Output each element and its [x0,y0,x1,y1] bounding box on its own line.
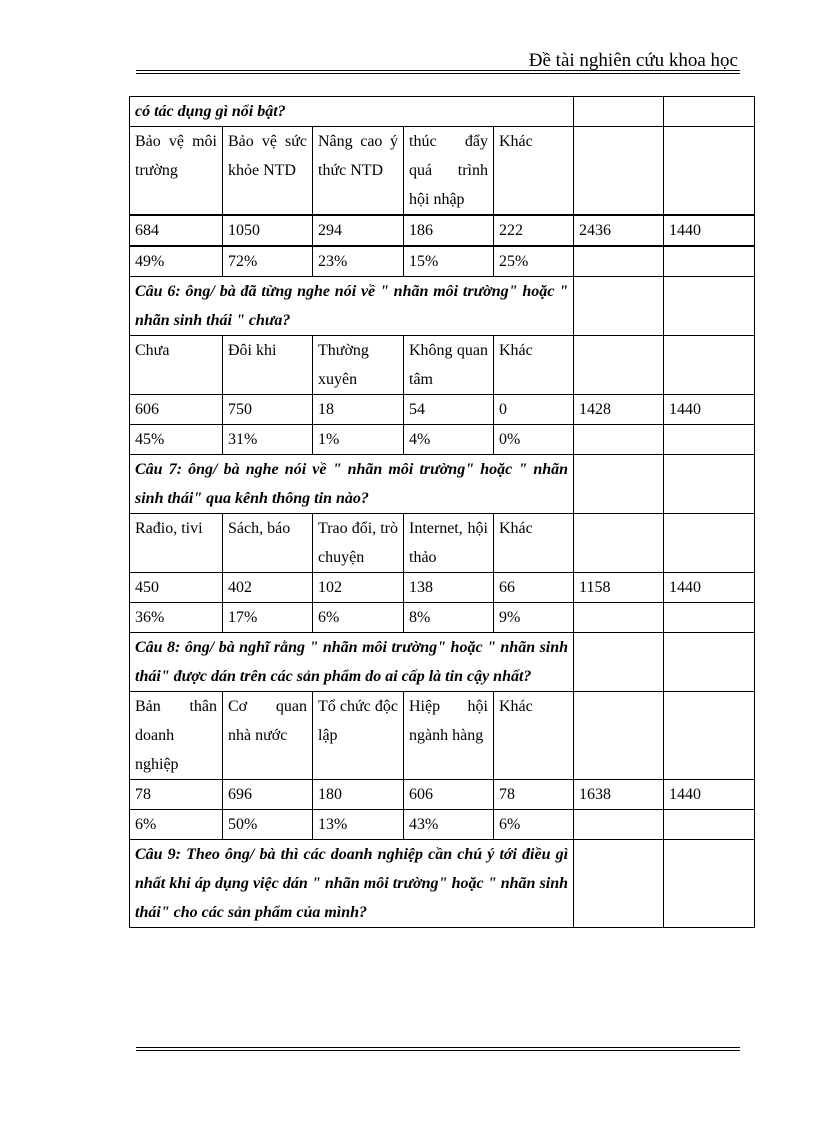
question-text: có tác dụng gì nổi bật? [130,97,574,127]
count-cell: 402 [223,573,313,603]
count-cell: 186 [404,215,494,246]
percent-cell: 8% [404,603,494,633]
count-cell: 78 [130,780,223,810]
percent-cell: 9% [494,603,574,633]
count-cell: 102 [313,573,404,603]
sample-cell: 1440 [664,780,755,810]
question-text: Câu 6: ông/ bà đã từng nghe nói về " nhãn môi trường" hoặc " nhãn sinh thái " chưa? [130,277,574,336]
percent-cell: 15% [404,246,494,277]
page-header-title: Đề tài nghiên cứu khoa học [528,50,738,71]
percent-cell: 43% [404,810,494,840]
percent-cell: 23% [313,246,404,277]
option-cell: Nâng cao ý thức NTD [313,127,404,216]
option-cell: Bảo vệ sức khỏe NTD [223,127,313,216]
options-row [130,514,755,573]
counts-row [130,395,755,425]
question-row [130,840,755,928]
percents-row [130,246,755,277]
option-cell: Bản thân doanh nghiệp [130,692,223,780]
options-row [130,127,755,216]
option-cell: Chưa [130,336,223,395]
option-cell: Thường xuyên [313,336,404,395]
count-cell: 222 [494,215,574,246]
percent-cell: 6% [130,810,223,840]
option-cell: thúc đẩy quá trình hội nhập [404,127,494,216]
option-cell: Khác [494,692,574,780]
option-cell: Không quan tâm [404,336,494,395]
sample-cell: 1440 [664,395,755,425]
options-row [130,336,755,395]
header-rule [136,70,740,74]
percent-cell: 1% [313,425,404,455]
option-cell: Trao đổi, trò chuyện [313,514,404,573]
option-cell: Khác [494,514,574,573]
percents-row [130,603,755,633]
percent-cell: 49% [130,246,223,277]
option-cell: Đôi khi [223,336,313,395]
percent-cell: 45% [130,425,223,455]
percent-cell: 50% [223,810,313,840]
counts-row [130,215,755,246]
count-cell: 18 [313,395,404,425]
percent-cell: 6% [313,603,404,633]
option-cell: Sách, báo [223,514,313,573]
percent-cell: 31% [223,425,313,455]
percent-cell: 72% [223,246,313,277]
percent-cell: 25% [494,246,574,277]
option-cell: Khác [494,127,574,216]
percent-cell: 13% [313,810,404,840]
sample-cell: 1440 [664,215,755,246]
option-cell: Khác [494,336,574,395]
percent-cell: 4% [404,425,494,455]
question-text: Câu 9: Theo ông/ bà thì các doanh nghiệp cần chú ý tới điều gì nhất khi áp dụng việc dán " nhãn môi trường" hoặc " nhãn sinh thái" cho các sản phẩm của mình? [130,840,574,928]
option-cell: Bảo vệ môi trường [130,127,223,216]
question-row [130,633,755,692]
total-cell: 1638 [574,780,664,810]
counts-row [130,780,755,810]
total-cell: 2436 [574,215,664,246]
counts-row [130,573,755,603]
option-cell: Rađio, tivi [130,514,223,573]
count-cell: 606 [404,780,494,810]
total-cell: 1158 [574,573,664,603]
count-cell: 696 [223,780,313,810]
option-cell: Cơ quan nhà nước [223,692,313,780]
count-cell: 66 [494,573,574,603]
count-cell: 78 [494,780,574,810]
count-cell: 1050 [223,215,313,246]
question-row [130,455,755,514]
count-cell: 138 [404,573,494,603]
question-text: Câu 8: ông/ bà nghĩ rằng " nhãn môi trường" hoặc " nhãn sinh thái" được dán trên các sản phẩm do ai cấp là tin cậy nhất? [130,633,574,692]
question-row [130,97,755,127]
percent-cell: 17% [223,603,313,633]
count-cell: 54 [404,395,494,425]
question-text: Câu 7: ông/ bà nghe nói về " nhãn môi trường" hoặc " nhãn sinh thái" qua kênh thông tin nào? [130,455,574,514]
survey-table [129,96,755,928]
count-cell: 180 [313,780,404,810]
count-cell: 750 [223,395,313,425]
percents-row [130,425,755,455]
option-cell: Hiệp hội ngành hàng [404,692,494,780]
sample-cell: 1440 [664,573,755,603]
count-cell: 0 [494,395,574,425]
count-cell: 606 [130,395,223,425]
question-row [130,277,755,336]
percent-cell: 36% [130,603,223,633]
count-cell: 294 [313,215,404,246]
total-cell: 1428 [574,395,664,425]
percent-cell: 0% [494,425,574,455]
count-cell: 450 [130,573,223,603]
options-row [130,692,755,780]
option-cell: Tổ chức độc lập [313,692,404,780]
footer-rule [136,1047,740,1051]
count-cell: 684 [130,215,223,246]
percent-cell: 6% [494,810,574,840]
option-cell: Internet, hội thảo [404,514,494,573]
percents-row [130,810,755,840]
